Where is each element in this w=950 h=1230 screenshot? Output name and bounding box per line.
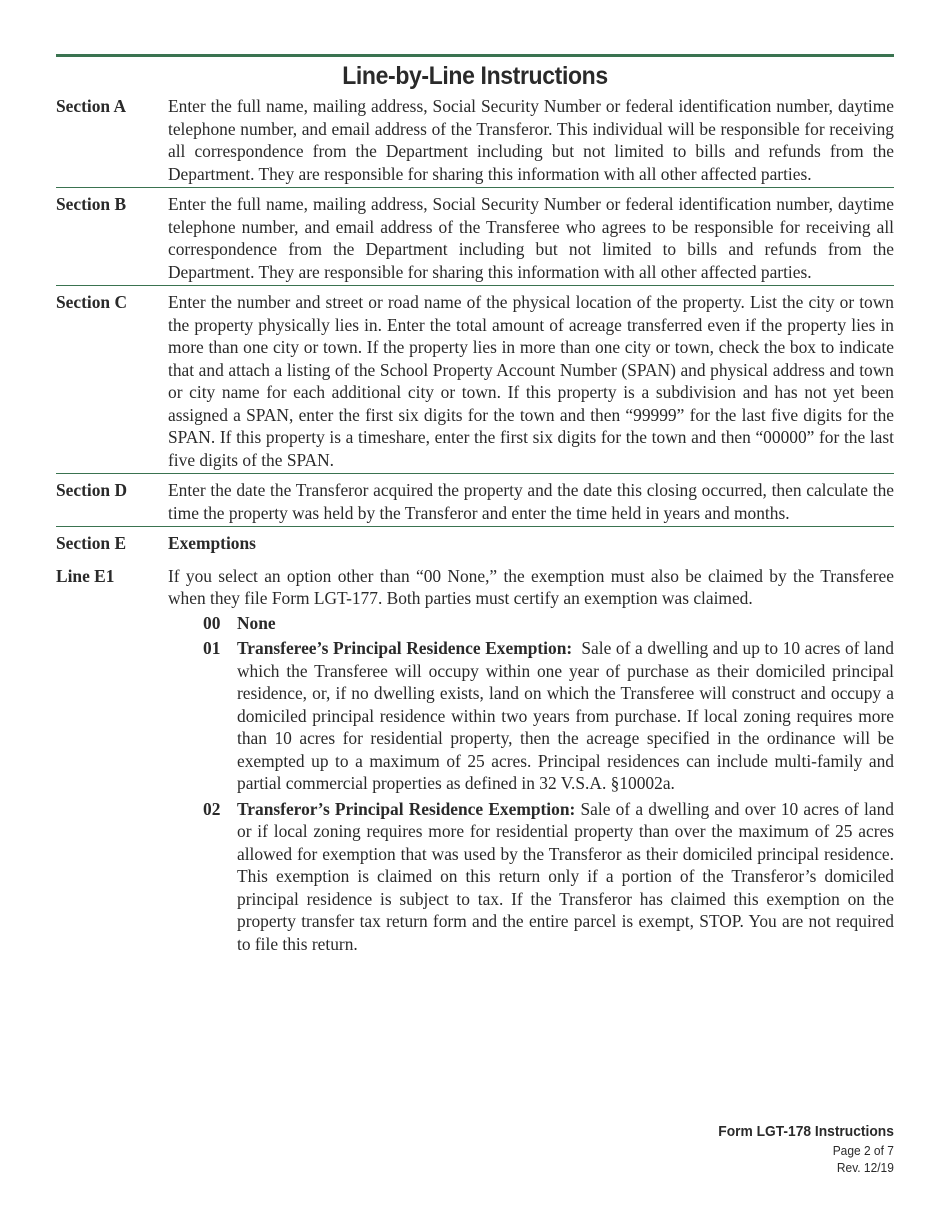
footer-form-name: Form LGT-178 Instructions <box>718 1123 894 1140</box>
option-text: Sale of a dwelling and over 10 acres of land or if local zoning requires more for residential property than over the maximum of 25 acres allowed for exemption that was used by the Transferor as their domiciled principal residence. This exemption is claimed on this return only if a portion of the Transferor’s domiciled principal residence is subject to tax. If the Transferor has claimed this exemption on the property transfer tax return form and the entire parcel is exempt, STOP. You are not required to file this return. <box>237 798 894 954</box>
section-d <box>56 479 894 524</box>
option-title: None <box>237 612 276 633</box>
exemption-options <box>203 612 894 956</box>
section-divider <box>56 526 894 527</box>
section-c-text: Enter the number and street or road name of the physical location of the property. List the city or town the property physically lies in. Enter the total amount of acreage transferred even if the property lies in more than one city or town. If the property lies in more than one city or town, check the box to indicate that and attach a listing of the School Property Account Number (SPAN) and physical address and town or city name for each additional city or town. If this property is a subdivision and has not yet been assigned a SPAN, enter the first six digits for the town and then “99999” for the last five digits for the SPAN. If this property is a timeshare, enter the first six digits for the town and then “00000” for the last five digits of the SPAN. <box>168 292 894 470</box>
section-divider <box>56 187 894 188</box>
page-title: Line-by-Line Instructions <box>342 62 608 90</box>
exemption-option-02 <box>203 798 894 956</box>
page-footer <box>703 1122 894 1176</box>
option-title: Transferee’s Principal Residence Exemption: <box>237 638 573 658</box>
section-e-label: Section E <box>56 533 127 553</box>
footer-revision: Rev. 12/19 <box>837 1160 894 1175</box>
top-rule <box>56 54 894 57</box>
option-code: 01 <box>203 638 221 658</box>
option-code: 02 <box>203 798 221 819</box>
section-e <box>56 532 894 555</box>
footer-page-number: Page 2 of 7 <box>832 1143 894 1158</box>
exemption-option-00 <box>203 612 894 635</box>
section-a-text: Enter the full name, mailing address, Social Security Number or federal identification number, daytime telephone number, and email address of the Transferor. This individual will be responsible for receiving all correspondence from the Department including but not limited to bills and refunds from the Department. They are responsible for sharing this information with all other affected parties. <box>168 96 894 184</box>
line-e1-label: Line E1 <box>56 565 115 586</box>
section-c-label: Section C <box>56 292 128 312</box>
section-d-text: Enter the date the Transferor acquired the property and the date this closing occurred, then calculate the time the property was held by the Transferor and enter the time held in years and months. <box>168 480 894 523</box>
section-a-label: Section A <box>56 96 127 116</box>
section-e-heading: Exemptions <box>168 533 256 553</box>
instructions-page <box>56 54 894 958</box>
option-title: Transferor’s Principal Residence Exemption: <box>237 798 576 819</box>
section-a <box>56 95 894 185</box>
option-code: 00 <box>203 612 221 633</box>
option-text: Sale of a dwelling and up to 10 acres of land which the Transferee will occupy within one year of purchase as their domiciled principal residence, or, if no dwelling exists, land on which the Transferee will construct and occupy a domiciled principal residence within two years from purchase. If local zoning requires more than 10 acres for residential property, then the acreage specified in the ordinance will be exempted up to a maximum of 25 acres. Principal residences can include multi-family and partial commercial properties as defined in 32 V.S.A. §10002a. <box>237 638 894 793</box>
section-b-text: Enter the full name, mailing address, Social Security Number or federal identification number, daytime telephone number, and email address of the Transferee who agrees to be responsible for receiving all correspondence from the Department including but not limited to bills and refunds from the Department. They are responsible for sharing this information with all other affected parties. <box>168 194 894 282</box>
section-divider <box>56 473 894 474</box>
line-e1-text: If you select an option other than “00 None,” the exemption must also be claimed by the Transferee when they file Form LGT-177. Both parties must certify an exemption was claimed. <box>168 565 894 608</box>
section-b <box>56 193 894 283</box>
line-e1 <box>56 565 894 610</box>
section-c <box>56 291 894 471</box>
section-divider <box>56 285 894 286</box>
section-d-label: Section D <box>56 480 128 500</box>
section-b-label: Section B <box>56 194 127 214</box>
exemption-option-01 <box>203 637 894 795</box>
